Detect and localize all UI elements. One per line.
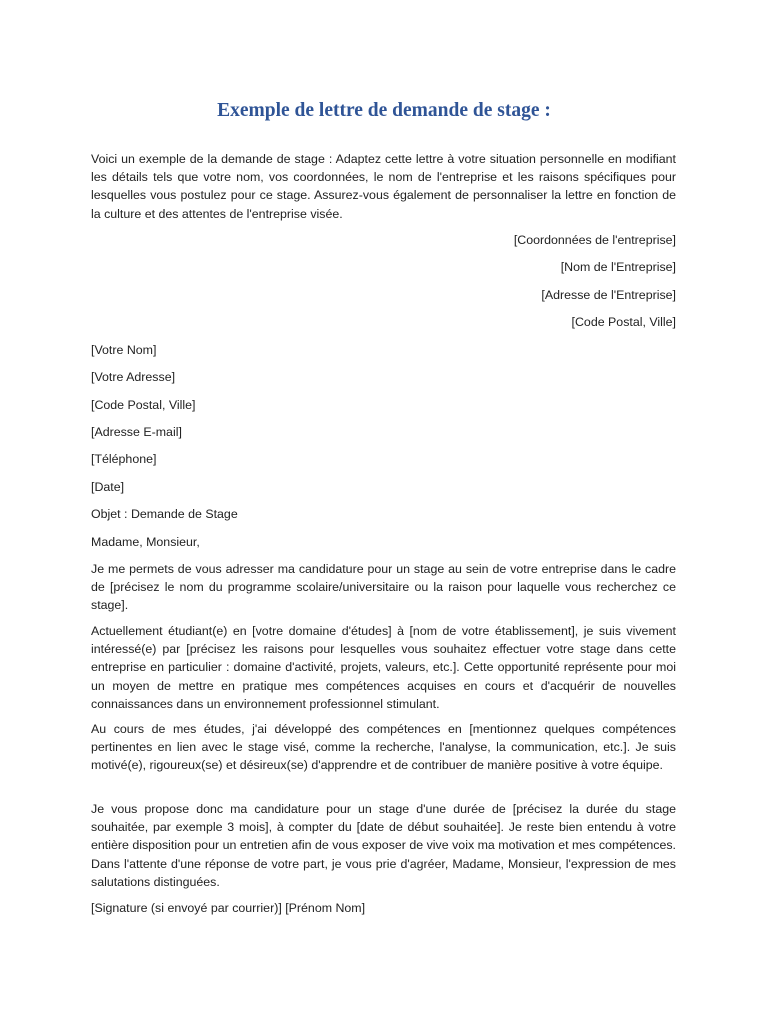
- sender-email-line: [Adresse E-mail]: [91, 425, 182, 439]
- body-paragraph-1: Je me permets de vous adresser ma candidature pour un stage au sein de votre entreprise dans le cadre de [précisez le nom du programme scolaire/universitaire ou la raison pour laquelle vous recherchez ce stage].: [91, 562, 676, 613]
- intro-paragraph: Voici un exemple de la demande de stage : Adaptez cette lettre à votre situation personnelle en modifiant les détails tels que votre nom, vos coordonnées, le nom de l'entreprise et les raisons spécifiques pour lesquelles vous postulez pour ce stage. Assurez-vous également de personnaliser la lettre en fonction de la culture et des attentes de l'entreprise visée.: [91, 152, 676, 221]
- body-paragraph-3: Au cours de mes études, j'ai développé des compétences en [mentionnez quelques compétences pertinentes en lien avec le stage visé, comme la recherche, l'analyse, la communication, etc.]. Je suis motivé(e), rigoureux(se) et désireux(se) d'apprendre et de contribuer de manière positive à votre équipe.: [91, 722, 676, 773]
- company-address-line: [Adresse de l'Entreprise]: [541, 288, 676, 302]
- sender-address-line: [Votre Adresse]: [91, 370, 176, 384]
- company-name-line: [Nom de l'Entreprise]: [560, 260, 676, 274]
- letter-date-line: [Date]: [91, 480, 125, 494]
- sender-phone-line: [Téléphone]: [91, 452, 157, 466]
- sender-postal-line: [Code Postal, Ville]: [91, 398, 196, 412]
- body-paragraph-4: Je vous propose donc ma candidature pour un stage d'une durée de [précisez la durée du stage souhaitée, par exemple 3 mois], à compter du [date de début souhaitée]. Je reste bien entendu à votre entière disposition pour un entretien afin de vous exposer de vive voix ma motivation et mes compétences. Dans l'attente d'une réponse de votre part, je vous prie d'agréer, Madame, Monsieur, l'expression de mes salutations distinguées.: [91, 802, 676, 889]
- salutation-line: Madame, Monsieur,: [91, 535, 200, 549]
- company-contact-line: [Coordonnées de l'entreprise]: [513, 233, 676, 247]
- body-paragraph-2: Actuellement étudiant(e) en [votre domaine d'études] à [nom de votre établissement], je suis vivement intéressé(e) par [précisez les raisons pour lesquelles vous souhaitez effectuer votre stage dans cette entreprise en particulier : domaine d'activité, projets, valeurs, etc.]. Cette opportunité représente pour moi un moyen de mettre en pratique mes compétences acquises en cours et d'acquérir de nouvelles connaissances dans un environnement professionnel stimulant.: [91, 624, 676, 711]
- document-title: Exemple de lettre de demande de stage :: [217, 100, 551, 121]
- sender-name-line: [Votre Nom]: [91, 343, 157, 357]
- signature-line: [Signature (si envoyé par courrier)] [Prénom Nom]: [91, 901, 366, 915]
- subject-line: Objet : Demande de Stage: [91, 507, 238, 521]
- company-postal-line: [Code Postal, Ville]: [571, 315, 676, 329]
